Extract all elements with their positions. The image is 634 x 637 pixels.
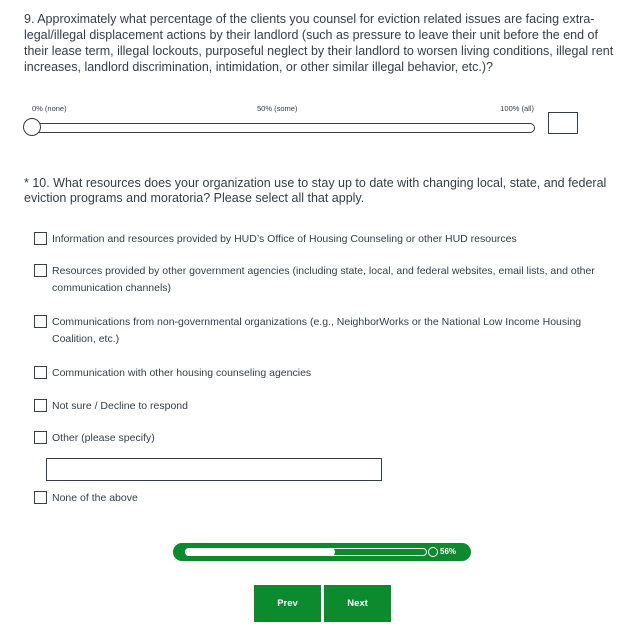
option-label: Communication with other housing counseling agencies (52, 367, 312, 379)
option-label: Other (please specify) (52, 432, 155, 444)
slider-labels (24, 104, 538, 116)
option-label: Information and resources provided by HUD’s Office of Housing Counseling or other HUD resources (52, 233, 517, 245)
question-9-title: 9. Approximately what percentage of the clients you counsel for eviction related issues are facing extra-legal/illegal displacement actions by their landlord (such as pressure to leave their unit before the end of their lease term, illegal lockouts, purposeful neglect by their landlord to worsen living conditions, illegal rent increases, landlord discrimination, intimidation, or other similar illegal behavior, etc.)? (24, 12, 614, 74)
checkbox[interactable] (34, 366, 47, 379)
next-button[interactable]: Next (324, 585, 391, 622)
percentage-slider-track[interactable] (30, 123, 535, 133)
checkbox[interactable] (34, 264, 47, 277)
slider-mid-label: 50% (some) (257, 104, 298, 113)
question-10-title: * 10. What resources does your organization use to stay up to date with changing local, state, and federal eviction programs and moratoria? Please select all that apply. (24, 176, 607, 205)
checkbox[interactable] (34, 399, 47, 412)
slider-min-label: 0% (none) (32, 104, 67, 113)
option-label: Not sure / Decline to respond (52, 400, 188, 412)
checkbox[interactable] (34, 491, 47, 504)
progress-indicator (173, 543, 471, 561)
option-label: Communications from non-governmental organizations (e.g., NeighborWorks or the National Low Income Housing Coalition, etc.) (52, 316, 582, 345)
progress-percent-text: 56% (440, 547, 457, 556)
prev-button[interactable]: Prev (254, 585, 321, 622)
checkbox[interactable] (34, 431, 47, 444)
checkbox[interactable] (34, 315, 47, 328)
slider-value-box[interactable] (548, 112, 578, 134)
slider-max-label: 100% (all) (500, 104, 534, 113)
other-specify-input[interactable] (46, 458, 382, 481)
option-label: Resources provided by other government agencies (including state, local, and federal websites, email lists, and other communication channels) (52, 265, 595, 294)
progress-fill (185, 548, 335, 556)
option-label: None of the above (52, 492, 138, 504)
progress-end-marker (428, 547, 438, 557)
checkbox[interactable] (34, 232, 47, 245)
percentage-slider-thumb[interactable] (23, 118, 41, 136)
